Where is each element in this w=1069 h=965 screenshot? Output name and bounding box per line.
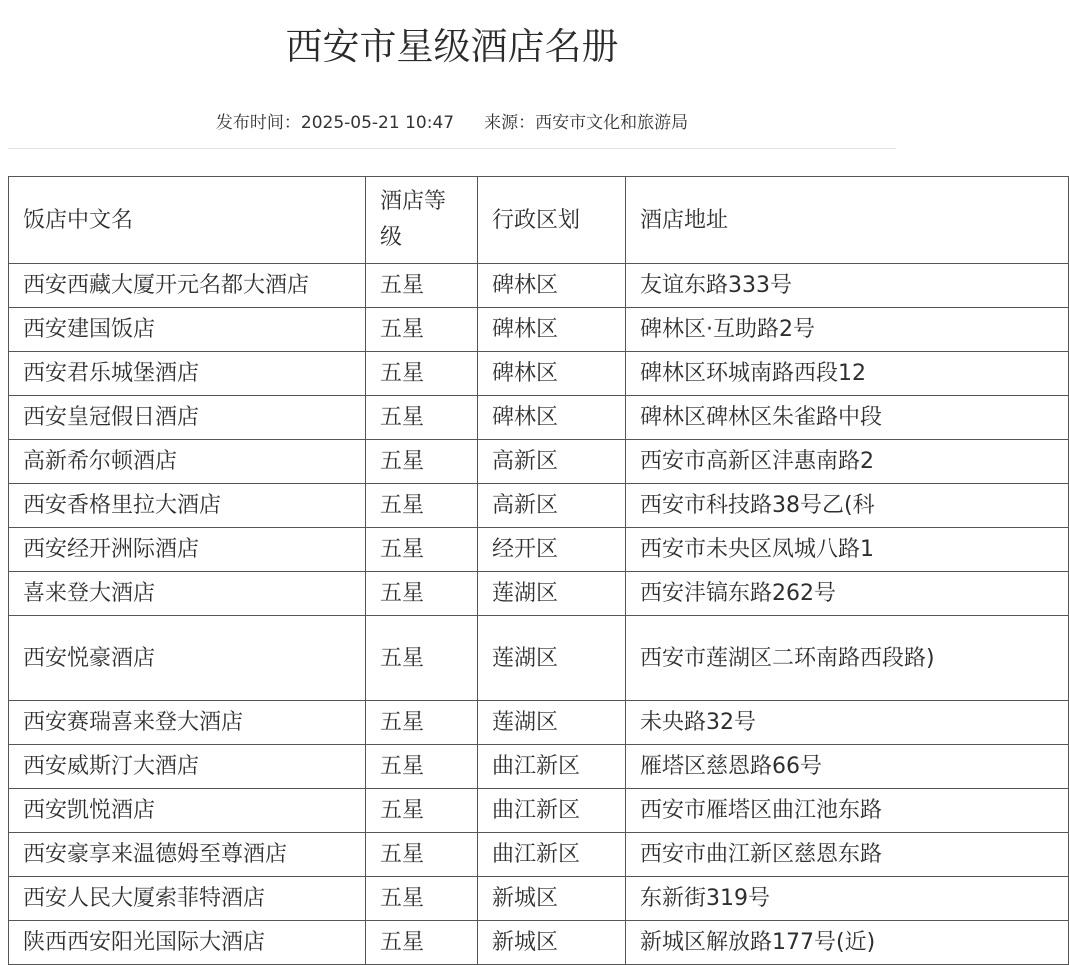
table-row (9, 572, 1069, 616)
table-row (9, 396, 1069, 440)
cell-district: 曲江新区 (478, 789, 626, 833)
table-header-row (9, 177, 1069, 264)
cell-hotel-name: 西安建国饭店 (9, 308, 366, 352)
header-hotel-name: 饭店中文名 (9, 177, 366, 264)
table-row (9, 308, 1069, 352)
publish-time-label: 发布时间： (215, 113, 301, 133)
cell-address: 东新街319号 (626, 877, 1069, 921)
article-meta (0, 108, 904, 138)
table-row (9, 921, 1069, 965)
cell-district: 莲湖区 (478, 616, 626, 701)
cell-hotel-name: 西安经开洲际酒店 (9, 528, 366, 572)
cell-address: 西安沣镐东路262号 (626, 572, 1069, 616)
cell-hotel-level: 五星 (366, 308, 478, 352)
cell-hotel-level: 五星 (366, 264, 478, 308)
cell-address: 西安市莲湖区二环南路西段路) (626, 616, 1069, 701)
header-district: 行政区划 (478, 177, 626, 264)
source-label: 来源： (484, 113, 536, 133)
cell-hotel-name: 西安人民大厦索菲特酒店 (9, 877, 366, 921)
cell-hotel-name: 西安皇冠假日酒店 (9, 396, 366, 440)
table-row (9, 833, 1069, 877)
table-row (9, 701, 1069, 745)
cell-address: 碑林区·互助路2号 (626, 308, 1069, 352)
cell-hotel-name: 陕西西安阳光国际大酒店 (9, 921, 366, 965)
cell-address: 友谊东路333号 (626, 264, 1069, 308)
cell-hotel-level: 五星 (366, 745, 478, 789)
cell-hotel-name: 西安西藏大厦开元名都大酒店 (9, 264, 366, 308)
hotel-table (8, 176, 1069, 965)
table-row (9, 616, 1069, 701)
publish-time: 2025-05-21 10:47 (300, 113, 455, 133)
cell-district: 碑林区 (478, 352, 626, 396)
cell-hotel-name: 西安赛瑞喜来登大酒店 (9, 701, 366, 745)
table-row (9, 528, 1069, 572)
table-row (9, 440, 1069, 484)
cell-hotel-name: 喜来登大酒店 (9, 572, 366, 616)
cell-hotel-level: 五星 (366, 352, 478, 396)
cell-address: 碑林区碑林区朱雀路中段 (626, 396, 1069, 440)
source-name: 西安市文化和旅游局 (535, 113, 689, 133)
table-row (9, 745, 1069, 789)
header-address: 酒店地址 (626, 177, 1069, 264)
cell-district: 高新区 (478, 440, 626, 484)
cell-address: 雁塔区慈恩路66号 (626, 745, 1069, 789)
cell-hotel-name: 西安豪享来温德姆至尊酒店 (9, 833, 366, 877)
page-title: 西安市星级酒店名册 (285, 25, 619, 68)
cell-address: 碑林区环城南路西段12 (626, 352, 1069, 396)
cell-address: 新城区解放路177号(近) (626, 921, 1069, 965)
cell-hotel-name: 西安悦豪酒店 (9, 616, 366, 701)
cell-hotel-level: 五星 (366, 833, 478, 877)
cell-address: 未央路32号 (626, 701, 1069, 745)
cell-hotel-name: 西安香格里拉大酒店 (9, 484, 366, 528)
cell-district: 莲湖区 (478, 572, 626, 616)
cell-address: 西安市高新区沣惠南路2 (626, 440, 1069, 484)
cell-hotel-level: 五星 (366, 484, 478, 528)
cell-hotel-name: 西安威斯汀大酒店 (9, 745, 366, 789)
cell-hotel-name: 西安凯悦酒店 (9, 789, 366, 833)
table-row (9, 484, 1069, 528)
cell-address: 西安市曲江新区慈恩东路 (626, 833, 1069, 877)
cell-address: 西安市科技路38号乙(科 (626, 484, 1069, 528)
table-row (9, 877, 1069, 921)
cell-address: 西安市雁塔区曲江池东路 (626, 789, 1069, 833)
table-row (9, 789, 1069, 833)
cell-hotel-level: 五星 (366, 877, 478, 921)
header-hotel-level: 酒店等级 (366, 177, 478, 264)
header-divider (8, 148, 896, 149)
cell-hotel-level: 五星 (366, 572, 478, 616)
cell-address: 西安市未央区凤城八路1 (626, 528, 1069, 572)
cell-district: 曲江新区 (478, 833, 626, 877)
cell-district: 碑林区 (478, 308, 626, 352)
table-container[interactable] (8, 176, 935, 955)
cell-hotel-level: 五星 (366, 528, 478, 572)
cell-district: 曲江新区 (478, 745, 626, 789)
cell-hotel-level: 五星 (366, 396, 478, 440)
table-row (9, 264, 1069, 308)
cell-hotel-level: 五星 (366, 701, 478, 745)
table-row (9, 352, 1069, 396)
cell-hotel-level: 五星 (366, 789, 478, 833)
cell-district: 莲湖区 (478, 701, 626, 745)
cell-district: 碑林区 (478, 396, 626, 440)
cell-hotel-level: 五星 (366, 440, 478, 484)
cell-hotel-name: 高新希尔顿酒店 (9, 440, 366, 484)
cell-hotel-name: 西安君乐城堡酒店 (9, 352, 366, 396)
cell-district: 新城区 (478, 921, 626, 965)
cell-district: 碑林区 (478, 264, 626, 308)
cell-district: 新城区 (478, 877, 626, 921)
cell-hotel-level: 五星 (366, 921, 478, 965)
cell-district: 高新区 (478, 484, 626, 528)
cell-district: 经开区 (478, 528, 626, 572)
cell-hotel-level: 五星 (366, 616, 478, 701)
